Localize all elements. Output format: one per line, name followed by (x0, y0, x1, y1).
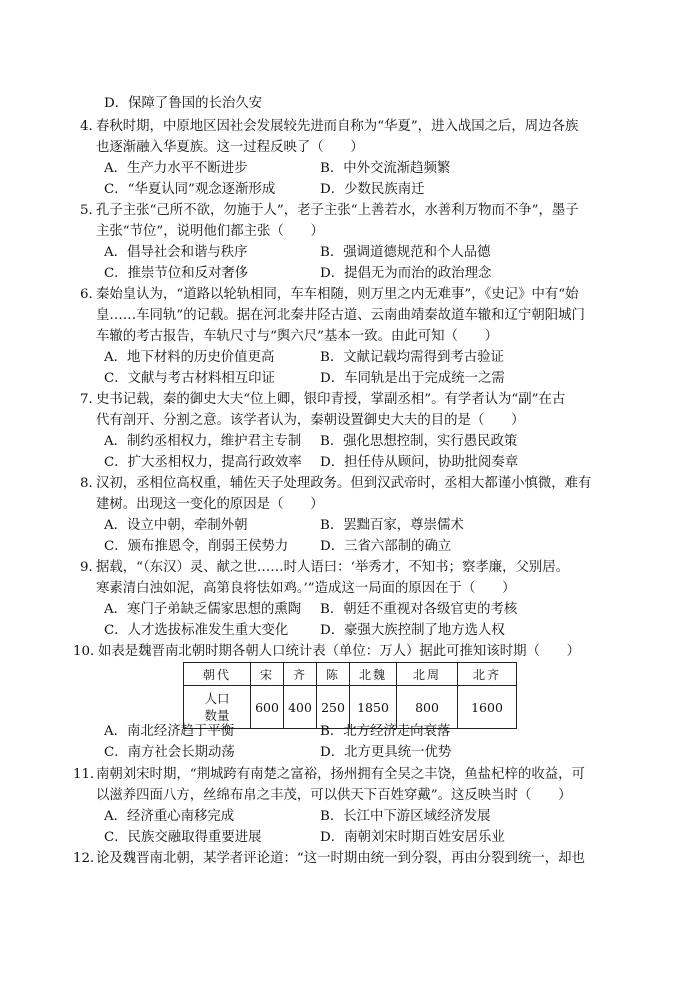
q10-option-c: C．南方社会长期动荡 (104, 745, 235, 760)
q4-option-b: B．中外交流渐趋频繁 (320, 161, 451, 176)
q5-option-c: C．推崇节位和反对奢侈 (104, 266, 249, 281)
q9-stem-line2: 寒素清白浊如泥，高第良将怯如鸡。’”造成这一局面的原因在于（ ） (96, 581, 516, 596)
q10-stem-line1: 如表是魏晋南北朝时期各朝人口统计表（单位：万人）据此可推知该时期（ ） (98, 644, 581, 659)
table-cell: 800 (397, 686, 458, 729)
q8-option-d: D．三省六部制的确立 (320, 539, 452, 554)
q11-stem-line1: 南朝刘宋时期，“荆城跨有南楚之富裕，扬州拥有全吴之丰饶，鱼盐杞梓的收益，可 (96, 767, 585, 782)
question-number-7: 7． (80, 392, 102, 407)
table-cell: 1850 (350, 686, 397, 729)
question-number-10: 10． (73, 644, 104, 659)
population-table (183, 662, 517, 729)
q6-option-d: D．车同轨是出于完成统一之需 (320, 371, 505, 386)
table-header-cell: 朝代 (184, 663, 251, 686)
question-number-12: 12． (73, 851, 104, 866)
q4-stem-line1: 春秋时期，中原地区因社会发展较先进而自称为“华夏”，进入战国之后，周边各族 (96, 119, 579, 134)
q4-option-a: A．生产力水平不断进步 (104, 161, 248, 176)
q5-option-b: B．强调道德规范和个人品德 (320, 245, 491, 260)
q11-option-a: A．经济重心南移完成 (104, 809, 235, 824)
row-label-line1: 人口 (204, 691, 230, 706)
row-label-line2: 数量 (204, 708, 230, 723)
q7-stem-line2: 代有剖开、分割之意。该学者认为，秦朝设置御史大夫的目的是（ ） (96, 413, 525, 428)
table-header-row (184, 663, 517, 686)
q7-stem-line1: 史书记载，秦的御史大夫“位上卿，银印青授，掌副丞相”。有学者认为“副”在古 (96, 392, 566, 407)
q4-option-d: D．少数民族南迁 (320, 182, 425, 197)
q12-stem-line1: 论及魏晋南北朝，某学者评论道：“这一时期由统一到分裂，再由分裂到统一，却也 (96, 851, 585, 866)
q3-option-d: D．保障了鲁国的长治久安 (104, 96, 263, 111)
question-number-8: 8． (80, 476, 102, 491)
q9-option-b: B．朝廷不重视对各级官吏的考核 (320, 602, 518, 617)
table-cell: 250 (317, 686, 350, 729)
q7-option-d: D．担任侍从顾问，协助批阅奏章 (320, 455, 519, 470)
q11-stem-line2: 以滋养四面八方，丝绵布帛之丰茂，可以供天下百姓穿戴”。这反映当时（ ） (96, 788, 572, 803)
q9-option-c: C．人才选拔标准发生重大变化 (104, 623, 289, 638)
q11-option-b: B．长江中下游区域经济发展 (320, 809, 491, 824)
question-number-9: 9． (80, 560, 102, 575)
table-header-cell: 北齐 (458, 663, 517, 686)
q7-option-b: B．强化思想控制，实行愚民政策 (320, 434, 518, 449)
q10-option-a: A．南北经济趋于平衡 (104, 724, 235, 739)
q11-option-c: C．民族交融取得重要进展 (104, 830, 262, 845)
q10-option-b: B．北方经济走向衰落 (320, 724, 451, 739)
q4-stem-line2: 也逐渐融入华夏族。这一过程反映了（ ） (96, 140, 364, 155)
table-header-cell: 宋 (251, 663, 284, 686)
table-header-cell: 陈 (317, 663, 350, 686)
table-header-cell: 齐 (284, 663, 317, 686)
question-number-11: 11． (73, 767, 104, 782)
question-number-5: 5． (80, 203, 102, 218)
table-header-cell: 北周 (397, 663, 458, 686)
q9-option-a: A．寒门子弟缺乏儒家思想的熏陶 (104, 602, 302, 617)
q5-option-d: D．提倡无为而治的政治理念 (320, 266, 492, 281)
q8-option-c: C．颁布推恩令，削弱王侯势力 (104, 539, 289, 554)
q7-option-a: A．制约丞相权力，维护君主专制 (104, 434, 302, 449)
q6-stem-line1: 秦始皇认为，“道路以轮轨相同，车车相随，则万里之内无难事”，《史记》中有“始 (96, 287, 579, 302)
q6-stem-line2: 皇……车同轨”的记载。据在河北秦井陉古道、云南曲靖秦故道车辙和辽宁朝阳城门 (96, 308, 585, 323)
q8-option-b: B．罢黜百家，尊崇儒术 (320, 518, 464, 533)
q8-stem-line2: 建树。出现这一变化的原因是（ ） (96, 497, 324, 512)
q6-option-c: C．文献与考古材料相互印证 (104, 371, 275, 386)
q6-stem-line3: 车辙的考古报告，车轨尺寸与“舆六尺”基本一致。由此可知（ ） (96, 329, 499, 344)
q4-option-c: C．“华夏认同”观念逐渐形成 (104, 182, 276, 197)
q5-option-a: A．倡导社会和谐与秩序 (104, 245, 248, 260)
question-number-6: 6． (80, 287, 102, 302)
q9-stem-line1: 据载，“（东汉）灵、献之世……时人语曰：‘举秀才，不知书；察孝廉，父别居。 (96, 560, 570, 575)
table-cell: 1600 (458, 686, 517, 729)
q8-option-a: A．设立中朝，牵制外朝 (104, 518, 248, 533)
q10-option-d: D．北方更具统一优势 (320, 745, 452, 760)
q9-option-d: D．豪强大族控制了地方选人权 (320, 623, 505, 638)
q6-option-b: B．文献记载均需得到考古验证 (320, 350, 504, 365)
table-cell: 400 (284, 686, 317, 729)
table-cell: 600 (251, 686, 284, 729)
q6-option-a: A．地下材料的历史价值更高 (104, 350, 275, 365)
table-header-cell: 北魏 (350, 663, 397, 686)
q5-stem-line1: 孔子主张“己所不欲，勿施于人”，老子主张“上善若水，水善利万物而不争”，墨子 (96, 203, 579, 218)
q7-option-c: C．扩大丞相权力，提高行政效率 (104, 455, 302, 470)
q8-stem-line1: 汉初，丞相位高权重，辅佐天子处理政务。但到汉武帝时，丞相大都谨小慎微，难有 (96, 476, 592, 491)
question-number-4: 4． (80, 119, 102, 134)
q11-option-d: D．南朝刘宋时期百姓安居乐业 (320, 830, 505, 845)
q5-stem-line2: 主张“节位”，说明他们都主张（ ） (96, 224, 324, 239)
